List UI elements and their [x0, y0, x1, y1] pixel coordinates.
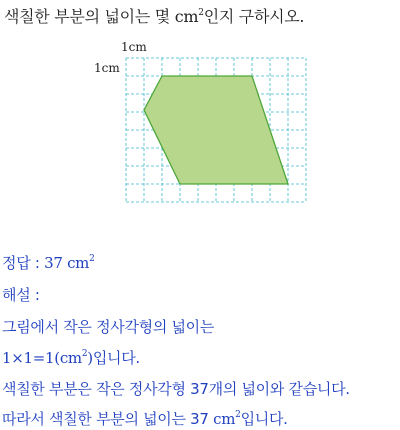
question-unit-exponent: 2 [198, 7, 204, 18]
answer-value: 37 [44, 254, 63, 272]
explanation-line-2 [2, 347, 140, 368]
shaded-parallelogram [144, 76, 288, 184]
explanation-colon: : [34, 286, 40, 304]
line-4-unit-exponent: 2 [235, 410, 241, 420]
answer-unit-exponent: 2 [89, 254, 95, 264]
area-unit-close: ) [87, 349, 93, 367]
line-4-ending: 입니다. [240, 410, 288, 428]
question-text-before: 색칠한 부분의 넓이는 몇 [4, 7, 175, 26]
area-expression: 1×1=1 [2, 349, 55, 367]
unit-label-top: 1cm [121, 40, 147, 54]
line-2-ending: 입니다. [92, 349, 140, 367]
answer-unit: cm [67, 254, 90, 272]
line-4-unit: cm [213, 410, 236, 428]
explanation-line-3: 색칠한 부분은 작은 정사각형 37개의 넓이와 같습니다. [2, 380, 350, 398]
explanation-line-4 [2, 408, 288, 429]
answer-line [2, 252, 95, 273]
question-text [4, 4, 304, 27]
explanation-heading [2, 284, 40, 305]
question-text-after: 인지 구하시오. [203, 7, 305, 26]
question-unit: cm [174, 7, 199, 26]
answer-colon: : [34, 254, 40, 272]
unit-label-left: 1cm [94, 61, 120, 75]
line-4-text: 따라서 색칠한 부분의 넓이는 37 [2, 410, 214, 428]
explanation-line-1: 그림에서 작은 정사각형의 넓이는 [2, 318, 215, 336]
area-unit-exponent: 2 [81, 349, 88, 359]
area-unit-open: (cm [54, 349, 82, 367]
explanation-label: 해설 [2, 286, 31, 304]
grid-figure [80, 38, 320, 218]
answer-label: 정답 [2, 254, 31, 272]
